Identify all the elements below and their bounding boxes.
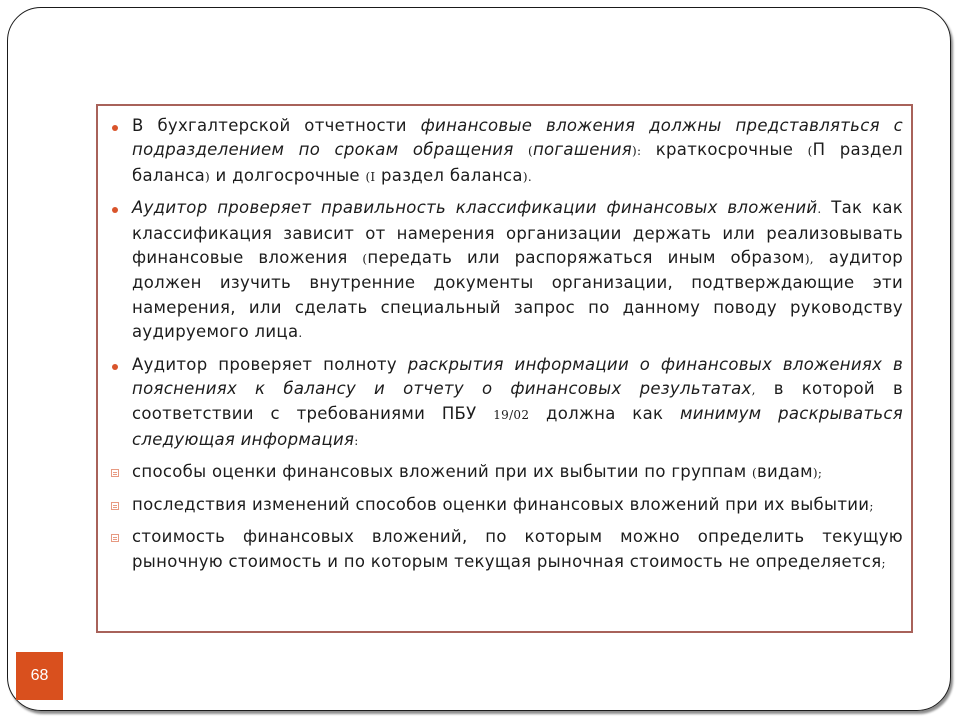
- text-segment: Аудитор проверяет полноту: [132, 354, 408, 374]
- text-segment: :: [354, 433, 359, 448]
- bullet-paragraph: [112, 114, 903, 189]
- text-segment: .: [817, 202, 822, 217]
- text-segment: (I: [365, 169, 376, 184]
- text-segment: краткосрочные: [641, 140, 808, 160]
- text-segment: раскрытия информации о финансовых вложениях в пояснениях к балансу и отчету о финансовых результатах: [132, 354, 903, 399]
- page-number-badge: [16, 652, 63, 700]
- page-number: 68: [30, 667, 49, 684]
- text-segment: раздел баланса: [375, 165, 523, 185]
- list-item-icon: [111, 534, 119, 542]
- bullet-marker: [112, 353, 126, 377]
- text-segment: .: [298, 326, 303, 341]
- list-item-icon: [111, 469, 119, 477]
- text-segment: способы оценки финансовых вложений при их выбытии по группам: [132, 462, 753, 482]
- text-segment: ;: [881, 555, 886, 570]
- text-segment: Аудитор проверяет правильность классификации финансовых вложений: [132, 198, 818, 218]
- text-segment: погашения: [532, 140, 633, 160]
- list-item-icon: [111, 502, 119, 510]
- bullet-dot-icon: [112, 207, 118, 213]
- paragraph-list: [112, 114, 903, 575]
- text-segment: (: [362, 252, 368, 267]
- text-segment: ):: [632, 144, 642, 159]
- content-text-box: [96, 104, 913, 633]
- text-segment: П раздел баланса: [132, 140, 903, 185]
- sub-list-item: [112, 493, 903, 518]
- sub-list-item: [112, 525, 903, 575]
- text-segment: (: [752, 466, 757, 481]
- text-segment: );: [812, 466, 823, 481]
- bullet-marker: [112, 114, 126, 138]
- text-segment: последствия изменений способов оценки финансовых вложений при их выбытии: [132, 494, 870, 514]
- text-segment: (: [527, 144, 533, 159]
- text-segment: ,: [751, 383, 756, 398]
- text-segment: ;: [869, 498, 874, 513]
- bullet-dot-icon: [112, 125, 118, 131]
- text-segment: ): [205, 169, 210, 184]
- text-segment: стоимость финансовых вложений, по которым можно определить текущую рыночную стоимость и по которым текущая рыночная стоимость не определяется: [132, 527, 903, 571]
- text-segment: и долгосрочные: [210, 165, 366, 185]
- text-segment: Так как классификация зависит от намерения организации держать или реализовывать финансовые вложения: [132, 198, 903, 268]
- text-segment: финансовые вложения должны представляться с подразделением по срокам обращения: [132, 116, 903, 160]
- bullet-marker: [112, 196, 126, 220]
- bullet-dot-icon: [112, 364, 118, 370]
- text-segment: 19/02: [493, 408, 530, 423]
- bullet-marker: [112, 525, 126, 549]
- sub-list-item: [112, 460, 903, 485]
- bullet-paragraph: [112, 196, 903, 345]
- bullet-marker: [112, 460, 126, 484]
- text-segment: в которой в соответствии с требованиями ПБУ: [132, 379, 904, 424]
- text-segment: минимум раскрываться следующая информация: [132, 404, 903, 449]
- text-segment: видам: [757, 462, 813, 482]
- text-segment: ).: [522, 169, 532, 184]
- text-segment: (: [807, 144, 813, 159]
- text-segment: должна как: [529, 404, 680, 424]
- bullet-marker: [112, 493, 126, 517]
- text-segment: ),: [804, 252, 814, 267]
- text-segment: В бухгалтерской отчетности: [132, 116, 421, 135]
- text-segment: аудитор должен изучить внутренние документы организации, подтверждающие эти намерения, или сделать специальный запрос по данному поводу руководству аудируемого лица: [132, 248, 903, 342]
- bullet-paragraph: [112, 353, 903, 454]
- text-segment: передать или распоряжаться иным образом: [367, 248, 805, 268]
